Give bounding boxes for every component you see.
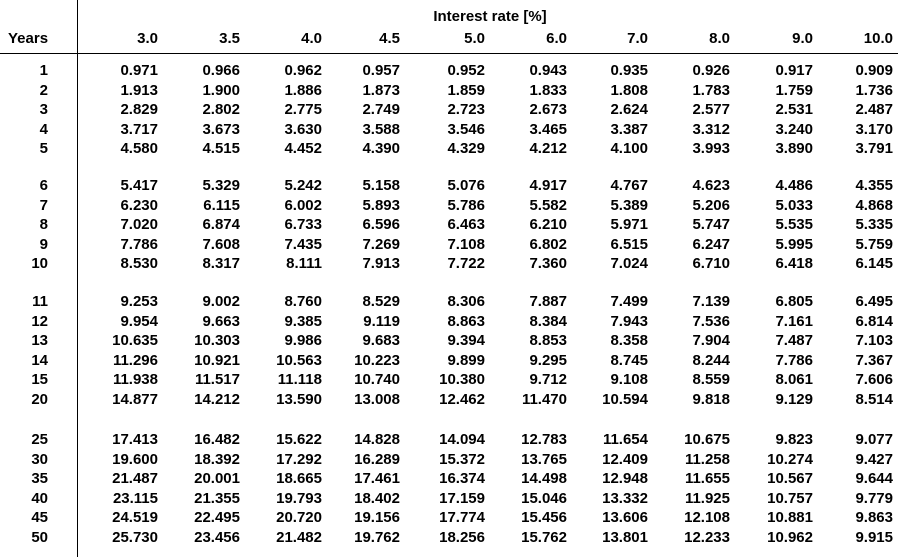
table-row	[0, 293, 898, 311]
factor-cell: 14.212	[194, 391, 240, 408]
factor-cell: 0.957	[362, 62, 400, 79]
factor-cell: 17.292	[276, 451, 322, 468]
factor-cell: 6.463	[447, 216, 485, 233]
factor-cell: 5.033	[775, 197, 813, 214]
table-row	[0, 140, 898, 158]
factor-cell: 5.242	[284, 177, 322, 194]
factor-cell: 18.256	[439, 529, 485, 546]
factor-cell: 7.904	[692, 332, 730, 349]
factor-cell: 0.917	[775, 62, 813, 79]
table-row	[0, 197, 898, 215]
factor-cell: 4.868	[855, 197, 893, 214]
factor-cell: 8.760	[284, 293, 322, 310]
factor-cell: 13.590	[276, 391, 322, 408]
factor-cell: 9.818	[692, 391, 730, 408]
factor-cell: 15.046	[521, 490, 567, 507]
factor-cell: 14.498	[521, 470, 567, 487]
factor-cell: 12.409	[602, 451, 648, 468]
factor-cell: 18.665	[276, 470, 322, 487]
factor-cell: 21.487	[112, 470, 158, 487]
factor-cell: 2.624	[610, 101, 648, 118]
factor-cell: 4.486	[775, 177, 813, 194]
factor-cell: 10.563	[276, 352, 322, 369]
factor-cell: 5.417	[120, 177, 158, 194]
factor-cell: 10.380	[439, 371, 485, 388]
factor-cell: 12.783	[521, 431, 567, 448]
table-row	[0, 216, 898, 234]
year-cell: 4	[39, 121, 48, 138]
year-cell: 1	[39, 62, 48, 79]
rate-column-header: 5.0	[464, 30, 485, 47]
factor-cell: 1.759	[775, 82, 813, 99]
factor-cell: 11.118	[277, 371, 322, 388]
factor-cell: 0.935	[610, 62, 648, 79]
factor-cell: 7.161	[775, 313, 813, 330]
factor-cell: 14.828	[354, 431, 400, 448]
factor-cell: 7.913	[362, 255, 400, 272]
factor-cell: 24.519	[112, 509, 158, 526]
factor-cell: 9.427	[855, 451, 893, 468]
factor-cell: 11.470	[521, 391, 567, 408]
factor-cell: 17.461	[354, 470, 400, 487]
rate-column-header: 4.5	[379, 30, 400, 47]
factor-cell: 3.791	[855, 140, 893, 157]
factor-cell: 3.717	[120, 121, 158, 138]
factor-cell: 19.762	[354, 529, 400, 546]
factor-cell: 0.909	[855, 62, 893, 79]
factor-cell: 1.913	[120, 82, 158, 99]
factor-cell: 5.786	[447, 197, 485, 214]
factor-cell: 11.655	[684, 470, 730, 487]
factor-cell: 12.462	[439, 391, 485, 408]
factor-cell: 5.582	[529, 197, 567, 214]
factor-cell: 6.515	[610, 236, 648, 253]
factor-cell: 9.295	[529, 352, 567, 369]
factor-cell: 9.253	[120, 293, 158, 310]
factor-cell: 13.606	[602, 509, 648, 526]
factor-cell: 6.230	[120, 197, 158, 214]
year-cell: 40	[31, 490, 48, 507]
factor-cell: 9.986	[284, 332, 322, 349]
factor-cell: 5.329	[202, 177, 240, 194]
factor-cell: 10.635	[112, 332, 158, 349]
factor-cell: 11.258	[684, 451, 730, 468]
factor-cell: 8.358	[610, 332, 648, 349]
factor-cell: 9.915	[855, 529, 893, 546]
factor-cell: 3.546	[447, 121, 485, 138]
factor-cell: 1.808	[610, 82, 648, 99]
factor-cell: 7.887	[529, 293, 567, 310]
factor-cell: 6.145	[855, 255, 893, 272]
factor-cell: 4.355	[855, 177, 893, 194]
factor-cell: 15.456	[521, 509, 567, 526]
factor-cell: 3.890	[775, 140, 813, 157]
factor-cell: 9.119	[363, 313, 400, 330]
table-row	[0, 121, 898, 139]
table-row	[0, 529, 898, 547]
factor-cell: 11.517	[194, 371, 240, 388]
factor-cell: 16.374	[439, 470, 485, 487]
rate-column-header: 7.0	[627, 30, 648, 47]
rate-column-header: 6.0	[546, 30, 567, 47]
year-cell: 5	[39, 140, 48, 157]
factor-cell: 6.805	[775, 293, 813, 310]
factor-cell: 3.630	[284, 121, 322, 138]
factor-cell: 9.779	[855, 490, 893, 507]
table-row	[0, 490, 898, 508]
factor-cell: 7.435	[284, 236, 322, 253]
factor-cell: 5.206	[692, 197, 730, 214]
factor-cell: 5.995	[775, 236, 813, 253]
factor-cell: 20.001	[194, 470, 240, 487]
factor-cell: 10.303	[194, 332, 240, 349]
factor-cell: 3.993	[692, 140, 730, 157]
factor-cell: 3.312	[692, 121, 730, 138]
rate-column-header: 3.5	[219, 30, 240, 47]
factor-cell: 1.833	[529, 82, 567, 99]
year-cell: 30	[31, 451, 48, 468]
factor-cell: 2.802	[202, 101, 240, 118]
factor-cell: 8.530	[120, 255, 158, 272]
factor-cell: 10.881	[767, 509, 813, 526]
factor-cell: 7.103	[855, 332, 893, 349]
factor-cell: 7.020	[120, 216, 158, 233]
factor-cell: 9.644	[855, 470, 893, 487]
factor-cell: 7.943	[610, 313, 648, 330]
table-row	[0, 313, 898, 331]
table-row	[0, 451, 898, 469]
interest-rate-caption: Interest rate [%]	[433, 8, 547, 25]
factor-cell: 5.747	[692, 216, 730, 233]
factor-cell: 25.730	[112, 529, 158, 546]
factor-cell: 7.536	[692, 313, 730, 330]
factor-cell: 7.367	[855, 352, 893, 369]
factor-cell: 13.332	[602, 490, 648, 507]
factor-cell: 4.212	[529, 140, 567, 157]
factor-cell: 1.900	[202, 82, 240, 99]
factor-cell: 2.723	[447, 101, 485, 118]
year-cell: 3	[39, 101, 48, 118]
factor-cell: 13.008	[354, 391, 400, 408]
factor-cell: 0.943	[529, 62, 567, 79]
factor-cell: 6.002	[284, 197, 322, 214]
table-row	[0, 509, 898, 527]
factor-cell: 8.559	[692, 371, 730, 388]
table-row	[0, 62, 898, 80]
year-cell: 10	[31, 255, 48, 272]
factor-cell: 10.921	[194, 352, 240, 369]
factor-cell: 7.269	[362, 236, 400, 253]
year-cell: 50	[31, 529, 48, 546]
factor-cell: 4.452	[284, 140, 322, 157]
factor-cell: 19.600	[112, 451, 158, 468]
factor-cell: 8.306	[447, 293, 485, 310]
factor-cell: 8.111	[286, 255, 322, 272]
factor-cell: 3.465	[529, 121, 567, 138]
factor-cell: 10.567	[767, 470, 813, 487]
factor-cell: 6.710	[692, 255, 730, 272]
factor-cell: 11.938	[112, 371, 158, 388]
factor-cell: 1.859	[447, 82, 485, 99]
factor-cell: 14.877	[112, 391, 158, 408]
factor-cell: 7.139	[692, 293, 730, 310]
factor-cell: 7.606	[855, 371, 893, 388]
factor-cell: 10.740	[354, 371, 400, 388]
factor-cell: 4.515	[202, 140, 240, 157]
factor-cell: 9.002	[202, 293, 240, 310]
factor-cell: 9.663	[202, 313, 240, 330]
factor-cell: 6.115	[203, 197, 240, 214]
year-cell: 14	[31, 352, 48, 369]
factor-cell: 4.580	[120, 140, 158, 157]
factor-cell: 8.745	[610, 352, 648, 369]
factor-cell: 5.893	[362, 197, 400, 214]
factor-cell: 7.024	[610, 255, 648, 272]
factor-cell: 5.759	[855, 236, 893, 253]
factor-cell: 7.786	[120, 236, 158, 253]
factor-cell: 7.722	[447, 255, 485, 272]
factor-cell: 15.372	[439, 451, 485, 468]
factor-cell: 9.394	[447, 332, 485, 349]
factor-cell: 1.886	[284, 82, 322, 99]
factor-cell: 10.675	[684, 431, 730, 448]
factor-cell: 2.487	[855, 101, 893, 118]
year-cell: 11	[32, 293, 48, 310]
factor-cell: 9.129	[775, 391, 813, 408]
header-divider	[0, 53, 898, 54]
factor-cell: 12.233	[684, 529, 730, 546]
factor-cell: 17.774	[439, 509, 485, 526]
year-cell: 12	[31, 313, 48, 330]
factor-cell: 12.108	[684, 509, 730, 526]
factor-cell: 9.863	[855, 509, 893, 526]
factor-cell: 16.289	[354, 451, 400, 468]
factor-cell: 4.390	[362, 140, 400, 157]
factor-cell: 6.418	[775, 255, 813, 272]
table-row	[0, 352, 898, 370]
factor-cell: 7.108	[447, 236, 485, 253]
factor-cell: 4.100	[610, 140, 648, 157]
factor-cell: 8.384	[529, 313, 567, 330]
factor-cell: 1.783	[692, 82, 730, 99]
factor-cell: 11.925	[684, 490, 730, 507]
table-row	[0, 431, 898, 449]
table-row	[0, 101, 898, 119]
factor-cell: 5.158	[362, 177, 400, 194]
factor-cell: 18.392	[194, 451, 240, 468]
table-row	[0, 236, 898, 254]
factor-cell: 2.673	[529, 101, 567, 118]
rate-column-header: 9.0	[792, 30, 813, 47]
factor-cell: 1.873	[362, 82, 400, 99]
factor-cell: 3.240	[775, 121, 813, 138]
factor-cell: 6.814	[855, 313, 893, 330]
factor-cell: 11.296	[112, 352, 158, 369]
factor-cell: 0.926	[692, 62, 730, 79]
factor-cell: 21.482	[276, 529, 322, 546]
factor-cell: 10.757	[767, 490, 813, 507]
factor-cell: 7.360	[529, 255, 567, 272]
factor-cell: 9.385	[284, 313, 322, 330]
factor-cell: 15.622	[276, 431, 322, 448]
year-cell: 35	[31, 470, 48, 487]
factor-cell: 4.623	[692, 177, 730, 194]
factor-cell: 10.962	[767, 529, 813, 546]
factor-cell: 13.765	[521, 451, 567, 468]
year-cell: 15	[31, 371, 48, 388]
factor-cell: 3.387	[610, 121, 648, 138]
factor-cell: 9.899	[447, 352, 485, 369]
year-cell: 8	[39, 216, 48, 233]
factor-cell: 9.954	[120, 313, 158, 330]
factor-cell: 8.529	[362, 293, 400, 310]
factor-cell: 17.159	[439, 490, 485, 507]
factor-cell: 19.793	[276, 490, 322, 507]
year-cell: 13	[31, 332, 48, 349]
factor-cell: 10.594	[602, 391, 648, 408]
factor-cell: 6.874	[202, 216, 240, 233]
factor-cell: 2.577	[692, 101, 730, 118]
table-row	[0, 470, 898, 488]
factor-cell: 4.329	[447, 140, 485, 157]
factor-cell: 4.917	[529, 177, 567, 194]
factor-cell: 6.733	[284, 216, 322, 233]
factor-cell: 15.762	[521, 529, 567, 546]
factor-cell: 7.499	[610, 293, 648, 310]
factor-cell: 7.487	[775, 332, 813, 349]
factor-cell: 7.786	[775, 352, 813, 369]
factor-cell: 20.720	[276, 509, 322, 526]
factor-cell: 10.223	[354, 352, 400, 369]
factor-cell: 23.115	[112, 490, 158, 507]
table-row	[0, 82, 898, 100]
factor-cell: 2.749	[362, 101, 400, 118]
rate-column-header: 4.0	[301, 30, 322, 47]
factor-cell: 14.094	[439, 431, 485, 448]
factor-cell: 9.712	[529, 371, 567, 388]
factor-cell: 8.244	[692, 352, 730, 369]
years-column-header: Years	[8, 30, 49, 47]
factor-cell: 17.413	[112, 431, 158, 448]
factor-cell: 8.061	[775, 371, 813, 388]
factor-cell: 8.863	[447, 313, 485, 330]
factor-cell: 3.170	[855, 121, 893, 138]
factor-cell: 19.156	[354, 509, 400, 526]
factor-cell: 16.482	[194, 431, 240, 448]
factor-cell: 0.966	[202, 62, 240, 79]
factor-cell: 3.673	[202, 121, 240, 138]
rate-column-header: 8.0	[709, 30, 730, 47]
factor-cell: 8.514	[855, 391, 893, 408]
factor-cell: 6.802	[529, 236, 567, 253]
table-row	[0, 332, 898, 350]
year-cell: 45	[31, 509, 48, 526]
factor-cell: 9.683	[362, 332, 400, 349]
factor-cell: 6.210	[529, 216, 567, 233]
factor-cell: 6.495	[855, 293, 893, 310]
factor-cell: 12.948	[602, 470, 648, 487]
factor-cell: 18.402	[354, 490, 400, 507]
factor-cell: 8.853	[529, 332, 567, 349]
factor-cell: 10.274	[767, 451, 813, 468]
factor-cell: 9.823	[775, 431, 813, 448]
year-cell: 7	[39, 197, 48, 214]
factor-cell: 5.335	[855, 216, 893, 233]
factor-cell: 0.962	[284, 62, 322, 79]
table-row	[0, 371, 898, 389]
factor-cell: 7.608	[202, 236, 240, 253]
factor-cell: 2.531	[775, 101, 813, 118]
table-row	[0, 255, 898, 273]
year-cell: 20	[31, 391, 48, 408]
factor-cell: 22.495	[194, 509, 240, 526]
factor-cell: 5.535	[775, 216, 813, 233]
factor-cell: 2.775	[284, 101, 322, 118]
factor-cell: 0.952	[447, 62, 485, 79]
year-cell: 9	[39, 236, 48, 253]
factor-cell: 6.247	[692, 236, 730, 253]
factor-cell: 5.971	[610, 216, 648, 233]
factor-cell: 21.355	[194, 490, 240, 507]
factor-cell: 2.829	[120, 101, 158, 118]
factor-cell: 9.108	[610, 371, 648, 388]
factor-cell: 23.456	[194, 529, 240, 546]
rate-column-header: 10.0	[863, 30, 893, 47]
factor-cell: 4.767	[610, 177, 648, 194]
year-cell: 6	[39, 177, 48, 194]
rate-column-header: 3.0	[137, 30, 158, 47]
factor-cell: 6.596	[362, 216, 400, 233]
year-cell: 25	[31, 431, 48, 448]
factor-cell: 3.588	[362, 121, 400, 138]
factor-cell: 5.389	[610, 197, 648, 214]
factor-cell: 1.736	[855, 82, 893, 99]
factor-cell: 13.801	[602, 529, 648, 546]
factor-cell: 0.971	[120, 62, 158, 79]
year-cell: 2	[39, 82, 48, 99]
factor-cell: 8.317	[202, 255, 240, 272]
table-row	[0, 391, 898, 409]
factor-cell: 11.654	[602, 431, 648, 448]
factor-cell: 5.076	[447, 177, 485, 194]
table-row	[0, 177, 898, 195]
factor-cell: 9.077	[855, 431, 893, 448]
